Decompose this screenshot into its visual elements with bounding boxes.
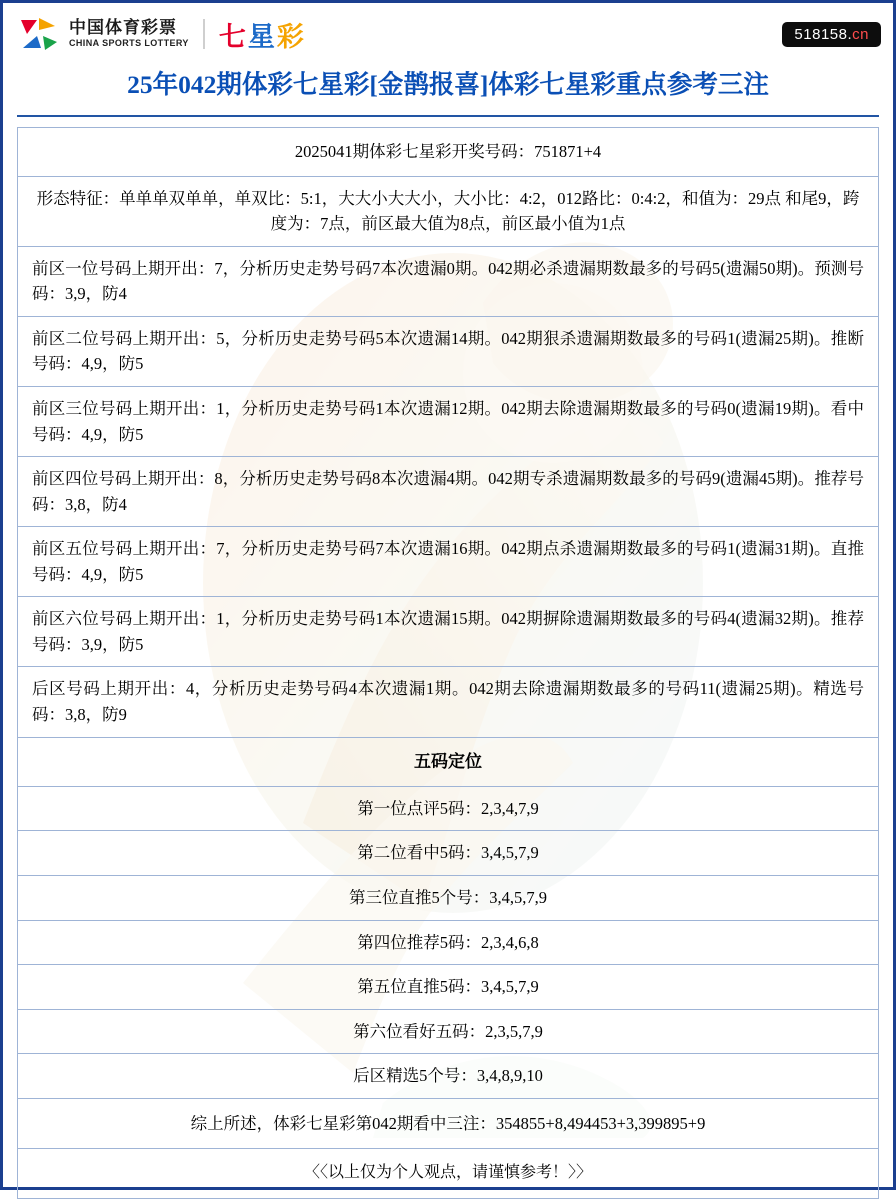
brand-block (17, 14, 306, 54)
analysis-row-5: 前区五位号码上期开出：7，分析历史走势号码7本次遗漏16期。042期点杀遗漏期数最多的号码1(遗漏31期)。直推号码：4,9，防5 (18, 527, 878, 597)
title-bar (3, 65, 893, 109)
brand-divider (203, 19, 205, 49)
disclaimer-row: 〈〈以上仅为个人观点，请谨慎参考！〉〉 (18, 1149, 878, 1199)
analysis-row-7: 后区号码上期开出：4，分析历史走势号码4本次遗漏1期。042期去除遗漏期数最多的号码11(遗漏25期)。精选号码：3,8，防9 (18, 667, 878, 737)
page-title: 25年042期体彩七星彩[金鹊报喜]体彩七星彩重点参考三注 (127, 70, 769, 99)
content-table (17, 127, 879, 1199)
position-row-5: 第五位直推5码：3,4,5,7,9 (18, 965, 878, 1010)
section-title-five-code: 五码定位 (18, 738, 878, 787)
position-row-1: 第一位点评5码：2,3,4,7,9 (18, 787, 878, 832)
analysis-row-2: 前区二位号码上期开出：5，分析历史走势号码5本次遗漏14期。042期狠杀遗漏期数最多的号码1(遗漏25期)。推断号码：4,9，防5 (18, 317, 878, 387)
position-row-7: 后区精选5个号：3,4,8,9,10 (18, 1054, 878, 1099)
draw-result-row: 2025041期体彩七星彩开奖号码：751871+4 (18, 128, 878, 177)
brand-subtitle: 七星彩 (219, 15, 306, 54)
position-row-6: 第六位看好五码：2,3,5,7,9 (18, 1010, 878, 1055)
site-url-name: 518158. (794, 25, 853, 43)
analysis-row-1: 前区一位号码上期开出：7，分析历史走势号码7本次遗漏0期。042期必杀遗漏期数最多的号码5(遗漏50期)。预测号码：3,9，防4 (18, 247, 878, 317)
site-header (3, 3, 893, 65)
brand-text (69, 19, 189, 48)
title-divider (17, 115, 879, 117)
position-row-4: 第四位推荐5码：2,3,4,6,8 (18, 921, 878, 966)
analysis-row-4: 前区四位号码上期开出：8，分析历史走势号码8本次遗漏4期。042期专杀遗漏期数最多的号码9(遗漏45期)。推荐号码：3,8，防4 (18, 457, 878, 527)
analysis-row-6: 前区六位号码上期开出：1，分析历史走势号码1本次遗漏15期。042期摒除遗漏期数最多的号码4(遗漏32期)。推荐号码：3,9，防5 (18, 597, 878, 667)
feature-summary-row: 形态特征：单单单双单单，单双比：5:1，大大小大大小，大小比：4:2，012路比：0:4:2，和值为：29点 和尾9，跨度为：7点，前区最大值为8点，前区最小值为1点 (18, 177, 878, 247)
site-url-tld: cn (852, 25, 869, 43)
sports-lottery-logo-icon (17, 14, 61, 54)
summary-row: 综上所述，体彩七星彩第042期看中三注：354855+8,494453+3,399895+9 (18, 1099, 878, 1150)
position-row-3: 第三位直推5个号：3,4,5,7,9 (18, 876, 878, 921)
site-url-badge[interactable] (782, 22, 881, 47)
brand-name-en: CHINA SPORTS LOTTERY (69, 38, 189, 49)
brand-name-cn: 中国体育彩票 (69, 18, 177, 38)
position-row-2: 第二位看中5码：3,4,5,7,9 (18, 831, 878, 876)
analysis-row-3: 前区三位号码上期开出：1，分析历史走势号码1本次遗漏12期。042期去除遗漏期数最多的号码0(遗漏19期)。看中号码：4,9，防5 (18, 387, 878, 457)
page-content (3, 3, 893, 1199)
